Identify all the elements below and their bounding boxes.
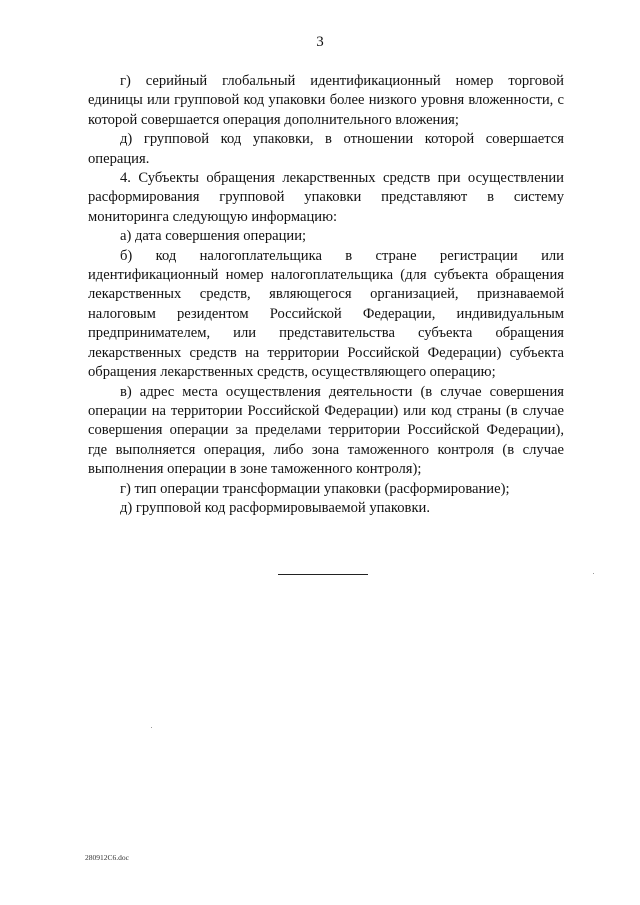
scan-speck [151, 727, 152, 728]
paragraph-item-g-serial-gtin: г) серийный глобальный идентификационный номер торговой единицы или групповой код упаковки более низкого уровня вложенности, с которой совершается операция дополнительного вложения; [88, 73, 564, 128]
paragraph-item-d-group-code: д) групповой код упаковки, в отношении которой совершается операция. [88, 131, 564, 167]
paragraph-item-d-disbanded-code: д) групповой код расформировываемой упаковки. [120, 499, 430, 516]
paragraph-item-a-date: а) дата совершения операции; [120, 228, 307, 245]
paragraph-item-b-taxpayer-code: б) код налогоплательщика в стране регистрации или идентификационный номер налогоплательщика (для субъекта обращения лекарственных средств, являющегося организацией, признаваемой налоговым резидентом Российской Федерации, индивидуальным предпринимателем, или представительства субъекта обращения лекарственных средств на территории Российской Федерации) субъекта обращения лекарственных средств, осуществляющего операцию; [88, 247, 564, 381]
paragraph-clause-4: 4. Субъекты обращения лекарственных средств при осуществлении расформирования групповой упаковки представляют в систему мониторинга следующую информацию: [88, 170, 564, 225]
end-of-document-rule [278, 574, 368, 575]
footer-filename: 280912С6.doc [85, 853, 129, 862]
paragraph-item-v-address: в) адрес места осуществления деятельности (в случае совершения операции на территории Российской Федерации) или код страны (в случае совершения операции за пределами территории Российской Федерации), где выполняется операция, либо зона таможенного контроля (в случае выполнения операции в зоне таможенного контроля); [88, 383, 564, 478]
document-body [88, 72, 564, 518]
paragraph-item-g-operation-type: г) тип операции трансформации упаковки (расформирование); [120, 480, 510, 497]
page-number: 3 [316, 34, 324, 50]
scan-speck [593, 573, 594, 574]
